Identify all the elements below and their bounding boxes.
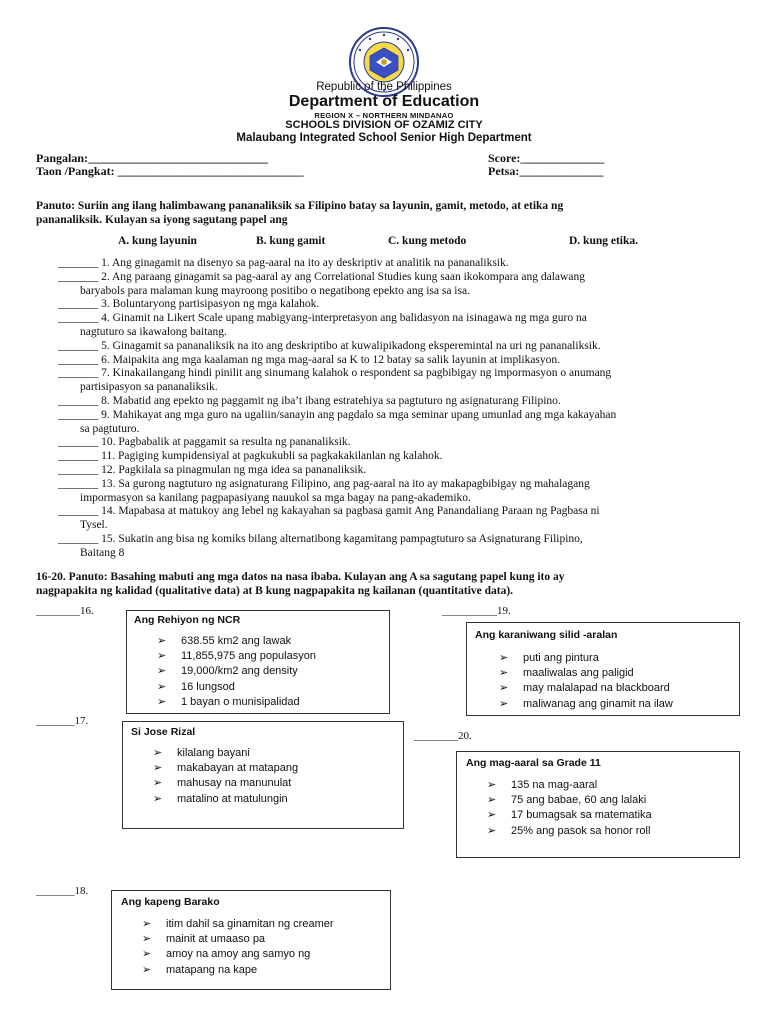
question-answer-blank[interactable]: _______ 13. bbox=[58, 477, 116, 490]
question-text: Sa gurong nagtuturo ng asignaturang Filipino, ang pag-aaral na ito ay makapagbibigay ng mahalagang bbox=[118, 477, 590, 490]
question-item bbox=[58, 367, 611, 381]
list-item-text: 75 ang babae, 60 ang lalaki bbox=[511, 794, 647, 807]
answer-blank-20[interactable]: ________20. bbox=[414, 730, 472, 742]
arrow-bullet-icon: ➢ bbox=[499, 682, 509, 695]
answer-blank-16[interactable]: ________16. bbox=[36, 605, 94, 617]
list-item bbox=[153, 761, 298, 776]
year-section-field[interactable]: Taon /Pangkat: _______________________________ bbox=[36, 164, 304, 178]
question-answer-blank[interactable]: _______ 2. bbox=[58, 270, 110, 283]
arrow-bullet-icon: ➢ bbox=[157, 635, 167, 647]
choice-a: A. kung layunin bbox=[118, 235, 197, 247]
question-answer-blank[interactable]: _______ 5. bbox=[58, 339, 110, 352]
list-item-text: 135 na mag-aaral bbox=[511, 779, 598, 791]
data-box-ncr-list bbox=[157, 634, 316, 710]
list-item-text: puti ang pintura bbox=[523, 652, 599, 664]
question-answer-blank[interactable]: _______ 11. bbox=[58, 450, 116, 463]
question-answer-blank[interactable]: _______ 12. bbox=[58, 464, 116, 476]
question-item bbox=[58, 450, 442, 464]
list-item-text: 19,000/km2 ang density bbox=[181, 665, 298, 678]
instructions-part1-line1: Panuto: Suriin ang ilang halimbawang pananaliksik sa Filipino batay sa layunin, gamit, metodo, at etika ng bbox=[36, 200, 564, 212]
arrow-bullet-icon: ➢ bbox=[487, 824, 497, 837]
question-item bbox=[58, 298, 319, 312]
question-text: Sukatin ang bisa ng komiks bilang alternatibong kagamitang pampagtuturo sa Asignaturang Filipino, bbox=[118, 533, 583, 545]
list-item-text: amoy na amoy ang samyo ng bbox=[166, 948, 311, 961]
arrow-bullet-icon: ➢ bbox=[157, 650, 167, 663]
instructions-part1-line2: pananaliksik. Kulayan sa iyong sagutang papel ang bbox=[36, 214, 288, 226]
question-item bbox=[58, 271, 585, 285]
score-field[interactable]: Score:______________ bbox=[488, 151, 605, 165]
data-box-rizal bbox=[122, 721, 404, 829]
list-item-text: 1 bayan o munisipalidad bbox=[181, 695, 300, 708]
arrow-bullet-icon: ➢ bbox=[499, 697, 509, 710]
question-text: Mahikayat ang mga guro na ugaliin/sanayin ang pagdalo sa mga seminar upang umunlad ang mga kakayahan bbox=[112, 408, 617, 421]
data-box-rizal-list bbox=[153, 746, 298, 807]
choice-d: D. kung etika. bbox=[569, 235, 639, 247]
question-answer-blank[interactable]: _______ 10. bbox=[58, 436, 116, 449]
list-item-text: kilalang bayani bbox=[177, 747, 250, 759]
list-item bbox=[499, 681, 673, 696]
arrow-bullet-icon: ➢ bbox=[142, 948, 152, 961]
question-text: Pagiging kumpidensiyal at pagkukubli sa pagkakakilanlan ng kalahok. bbox=[117, 450, 443, 463]
question-answer-blank[interactable]: _______ 14. bbox=[58, 505, 116, 518]
list-item-text: matalino at matulungin bbox=[177, 792, 288, 805]
question-answer-blank[interactable]: _______ 8. bbox=[58, 395, 110, 407]
question-text: Ginagamit sa pananaliksik na ito ang deskriptibo at kuwalipikadong eksperemintal na uri ng pananaliksik. bbox=[112, 339, 601, 352]
instructions-part1 bbox=[36, 199, 736, 227]
question-text: Kinakailangang hindi pinilit ang sinumang kalahok o respondent sa pagbibigay ng impormasyon o anumang bbox=[112, 367, 612, 380]
list-item-text: matapang na kape bbox=[166, 963, 258, 976]
question-text: Mapabasa at matukoy ang lebel ng kakayahan sa pagbasa gamit Ang Panandaliang Paraan ng Pagbasa ni bbox=[118, 505, 600, 518]
question-text-continued: Tysel. bbox=[80, 519, 108, 532]
data-box-silid-aralan-list bbox=[499, 651, 673, 712]
question-answer-blank[interactable]: _______ 1. bbox=[58, 257, 110, 269]
arrow-bullet-icon: ➢ bbox=[153, 747, 163, 759]
instructions-part2-line2: nagpapakita ng kalidad (qualitative data) at B kung nagpapakita ng kailanan (quantitative data). bbox=[36, 585, 514, 597]
data-box-barako-title: Ang kapeng Barako bbox=[121, 896, 220, 908]
data-box-grade11 bbox=[456, 751, 740, 858]
question-answer-blank[interactable]: _______ 3. bbox=[58, 298, 110, 311]
data-box-rizal-title: Si Jose Rizal bbox=[131, 726, 196, 738]
list-item bbox=[157, 649, 316, 664]
arrow-bullet-icon: ➢ bbox=[499, 652, 509, 664]
list-item-text: itim dahil sa ginamitan ng creamer bbox=[166, 918, 334, 930]
list-item bbox=[153, 746, 298, 761]
list-item bbox=[499, 666, 673, 681]
list-item-text: 11,855,975 ang populasyon bbox=[181, 650, 316, 663]
question-text-continued: partisipasyon sa pananaliksik. bbox=[80, 381, 218, 394]
arrow-bullet-icon: ➢ bbox=[142, 933, 152, 946]
question-text: Ang ginagamit na disenyo sa pag-aaral na ito ay deskriptiv at analitik na pananaliksik. bbox=[112, 257, 509, 269]
data-box-grade11-list bbox=[487, 778, 652, 839]
list-item bbox=[487, 793, 652, 808]
list-item bbox=[487, 778, 652, 793]
question-item bbox=[58, 505, 600, 519]
list-item-text: 16 lungsod bbox=[181, 680, 235, 693]
question-item bbox=[58, 478, 590, 492]
question-item bbox=[58, 354, 560, 368]
question-item bbox=[58, 395, 561, 409]
list-item-text: 638.55 km2 ang lawak bbox=[181, 635, 292, 647]
answer-blank-18[interactable]: _______18. bbox=[36, 885, 89, 897]
data-box-silid-aralan bbox=[466, 622, 740, 716]
arrow-bullet-icon: ➢ bbox=[142, 918, 152, 930]
list-item bbox=[499, 697, 673, 712]
list-item bbox=[153, 776, 298, 791]
question-text: Maipakita ang mga kaalaman ng mga mag-aaral sa K to 12 batay sa salik layunin at implikasyon. bbox=[112, 353, 561, 366]
list-item bbox=[499, 651, 673, 666]
arrow-bullet-icon: ➢ bbox=[499, 667, 509, 680]
date-field[interactable]: Petsa:______________ bbox=[488, 164, 604, 178]
question-text: Pagkilala sa pinagmulan ng mga idea sa pananaliksik. bbox=[118, 464, 367, 476]
list-item bbox=[157, 634, 316, 649]
list-item-text: mainit at umaaso pa bbox=[166, 933, 266, 946]
arrow-bullet-icon: ➢ bbox=[157, 665, 167, 678]
question-answer-blank[interactable]: _______ 6. bbox=[58, 353, 110, 366]
list-item bbox=[142, 917, 334, 932]
header-region: REGION X – NORTHERN MINDANAO bbox=[314, 111, 454, 120]
list-item-text: 25% ang pasok sa honor roll bbox=[511, 824, 651, 837]
answer-blank-17[interactable]: _______17. bbox=[36, 715, 89, 727]
header-department: Department of Education bbox=[288, 93, 480, 110]
question-item bbox=[58, 436, 351, 450]
data-box-barako-list bbox=[142, 917, 334, 978]
question-item bbox=[58, 464, 366, 478]
arrow-bullet-icon: ➢ bbox=[142, 963, 152, 976]
question-item bbox=[58, 340, 601, 354]
list-item bbox=[142, 963, 334, 978]
question-item bbox=[58, 409, 616, 423]
question-text: Ginamit na Likert Scale upang mabigyang-interpretasyon ang balidasyon na isinagawa ng mga guro na bbox=[112, 312, 587, 325]
header-division: SCHOOLS DIVISION OF OZAMIZ CITY bbox=[285, 119, 483, 131]
question-item bbox=[58, 257, 509, 271]
question-text-continued: Baitang 8 bbox=[80, 546, 125, 559]
list-item bbox=[487, 808, 652, 823]
list-item-text: makabayan at matapang bbox=[177, 762, 299, 775]
choice-c: C. kung metodo bbox=[388, 235, 467, 247]
data-box-grade11-title: Ang mag-aaral sa Grade 11 bbox=[466, 757, 601, 769]
instructions-part2-line1: 16-20. Panuto: Basahing mabuti ang mga datos na nasa ibaba. Kulayan ang A sa sagutang papel kung ito ay bbox=[36, 571, 565, 583]
data-box-silid-aralan-title: Ang karaniwang silid -aralan bbox=[475, 629, 618, 641]
question-text: Ang paraang ginagamit sa pag-aaral ay ang Correlational Studies kung saan ikokompara ang dalawang bbox=[112, 270, 585, 283]
arrow-bullet-icon: ➢ bbox=[153, 792, 163, 805]
question-text-continued: sa pagtuturo. bbox=[80, 422, 140, 435]
list-item bbox=[487, 824, 652, 839]
question-text-continued: baryabols para malaman kung mayroong positibo o negatibong epekto ang isa sa isa. bbox=[80, 284, 470, 297]
header-republic: Republic of the Philippines bbox=[316, 81, 452, 93]
question-answer-blank[interactable]: _______ 9. bbox=[58, 408, 110, 421]
answer-blank-19[interactable]: __________19. bbox=[442, 605, 511, 617]
arrow-bullet-icon: ➢ bbox=[157, 695, 167, 708]
arrow-bullet-icon: ➢ bbox=[487, 809, 497, 822]
header-school: Malaubang Integrated School Senior High Department bbox=[236, 132, 532, 144]
data-box-ncr-title: Ang Rehiyon ng NCR bbox=[134, 614, 241, 626]
arrow-bullet-icon: ➢ bbox=[487, 794, 497, 807]
question-answer-blank[interactable]: _______ 15. bbox=[58, 533, 116, 545]
list-item bbox=[153, 792, 298, 807]
list-item bbox=[157, 680, 316, 695]
question-item bbox=[58, 312, 587, 326]
list-item-text: maliwanag ang ginamit na ilaw bbox=[523, 697, 673, 710]
data-box-ncr bbox=[126, 610, 390, 714]
list-item bbox=[142, 932, 334, 947]
list-item-text: 17 bumagsak sa matematika bbox=[511, 809, 652, 822]
instructions-part2 bbox=[36, 570, 736, 598]
list-item bbox=[157, 664, 316, 679]
question-text-continued: impormasyon sa kanilang pagpapasiyang nauukol sa mga bagay na pang-akademiko. bbox=[80, 491, 471, 504]
arrow-bullet-icon: ➢ bbox=[153, 777, 163, 790]
question-answer-blank[interactable]: _______ 7. bbox=[58, 367, 110, 380]
list-item bbox=[157, 695, 316, 710]
question-answer-blank[interactable]: _______ 4. bbox=[58, 312, 110, 325]
arrow-bullet-icon: ➢ bbox=[157, 680, 167, 693]
question-text-continued: nagtuturo sa ikawalong baitang. bbox=[80, 326, 227, 338]
question-text: Pagbabalik at paggamit sa resulta ng pananaliksik. bbox=[118, 436, 351, 449]
list-item bbox=[142, 947, 334, 962]
question-text: Boluntaryong partisipasyon ng mga kalahok. bbox=[112, 298, 320, 311]
arrow-bullet-icon: ➢ bbox=[487, 779, 497, 791]
question-item bbox=[58, 533, 583, 547]
list-item-text: maaliwalas ang paligid bbox=[523, 667, 634, 680]
arrow-bullet-icon: ➢ bbox=[153, 762, 163, 775]
list-item-text: may malalapad na blackboard bbox=[523, 682, 670, 695]
choice-b: B. kung gamit bbox=[256, 235, 326, 247]
data-box-barako bbox=[111, 890, 391, 990]
question-text: Mabatid ang epekto ng paggamit ng iba’t ibang estratehiya sa pagtuturo ng asignaturang Filipino. bbox=[112, 395, 561, 407]
name-field[interactable]: Pangalan:______________________________ bbox=[36, 151, 269, 165]
list-item-text: mahusay na manunulat bbox=[177, 777, 292, 790]
